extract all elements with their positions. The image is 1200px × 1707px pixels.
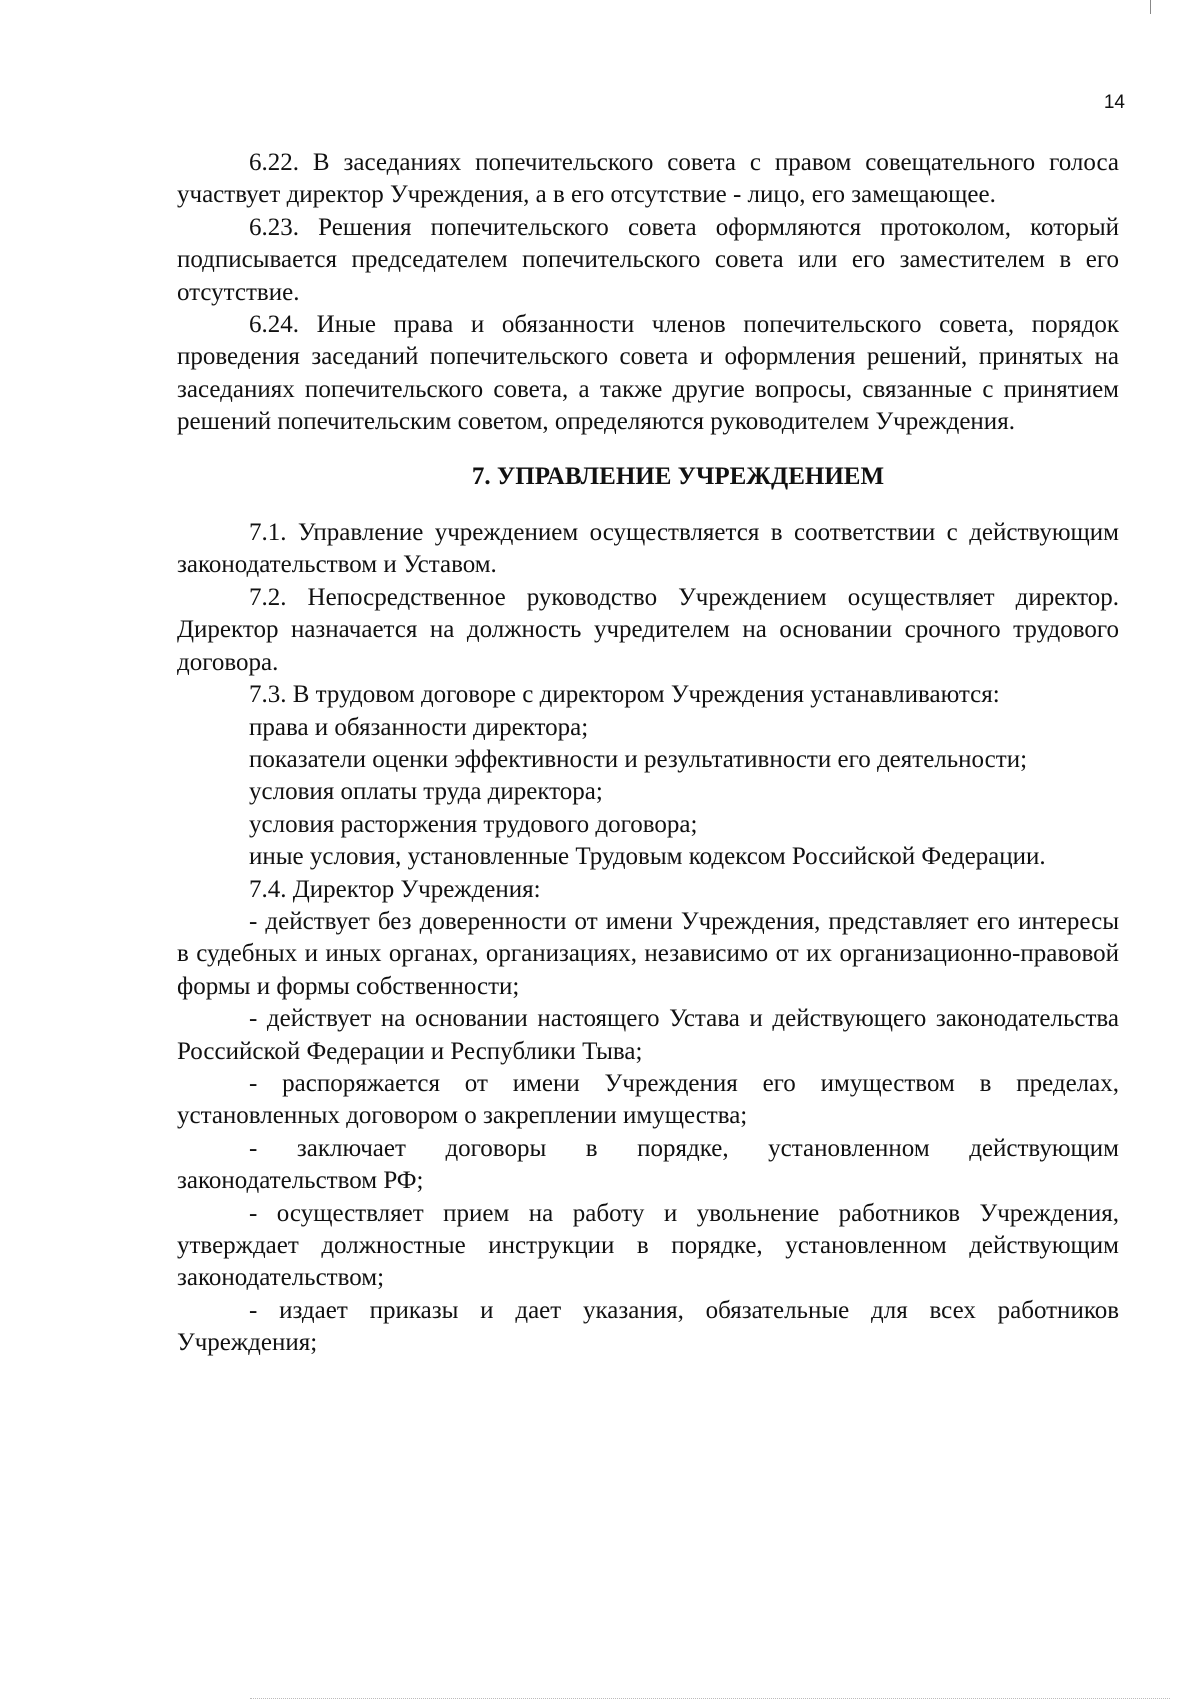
scan-edge-mark bbox=[1150, 0, 1151, 14]
list-item: - действует на основании настоящего Устава и действующего законодательства Российской Федерации и Республики Тыва; bbox=[177, 1005, 1119, 1065]
list-item: - действует без доверенности от имени Учреждения, представляет его интересы в судебных и иных органах, организациях, независимо от их организационно-правовой формы и формы собственности; bbox=[177, 907, 1119, 1000]
paragraph-7-3: 7.3. В трудовом договоре с директором Учреждения устанавливаются: bbox=[249, 681, 1000, 709]
paragraph-7-2: 7.2. Непосредственное руководство Учреждением осуществляет директор. Директор назначается на должность учредителем на основании срочного трудового договора. bbox=[177, 583, 1119, 676]
list-item: - заключает договоры в порядке, установленном действующим законодательством РФ; bbox=[177, 1134, 1119, 1195]
list-item: - издает приказы и дает указания, обязательные для всех работников Учреждения; bbox=[177, 1296, 1119, 1357]
list-item: - осуществляет прием на работу и увольнение работников Учреждения, утверждает должностные инструкции в порядке, установленном действующим законодательством; bbox=[177, 1199, 1119, 1292]
list-item: иные условия, установленные Трудовым кодексом Российской Федерации. bbox=[249, 843, 1046, 871]
section-heading: 7. УПРАВЛЕНИЕ УЧРЕЖДЕНИЕМ bbox=[471, 462, 885, 490]
paragraph-6-22: 6.22. В заседаниях попечительского совета с правом совещательного голоса участвует директор Учреждения, а в его отсутствие - лицо, его замещающее. bbox=[177, 149, 1119, 209]
paragraph-7-1: 7.1. Управление учреждением осуществляется в соответствии с действующим законодательством и Уставом. bbox=[177, 519, 1119, 579]
list-item: права и обязанности директора; bbox=[249, 713, 589, 741]
list-item: - распоряжается от имени Учреждения его имуществом в пределах, установленных договором о закреплении имущества; bbox=[177, 1069, 1119, 1130]
list-item: условия оплаты труда директора; bbox=[249, 778, 603, 806]
paragraph-7-4: 7.4. Директор Учреждения: bbox=[249, 875, 541, 903]
document-body bbox=[177, 147, 1119, 1360]
paragraph-6-24: 6.24. Иные права и обязанности членов попечительского совета, порядок проведения заседаний попечительского совета и оформления решений, принятых на заседаниях попечительского совета, а также другие вопросы, связанные с принятием решений попечительским советом, определяются руководителем Учреждения. bbox=[177, 311, 1119, 436]
paragraph-6-23: 6.23. Решения попечительского совета оформляются протоколом, который подписывается председателем попечительского совета или его заместителем в его отсутствие. bbox=[177, 213, 1119, 306]
scan-edge-line bbox=[250, 1698, 1170, 1699]
list-item: условия расторжения трудового договора; bbox=[249, 810, 698, 838]
page-number: 14 bbox=[1103, 92, 1125, 113]
list-item: показатели оценки эффективности и результативности его деятельности; bbox=[249, 745, 1028, 773]
